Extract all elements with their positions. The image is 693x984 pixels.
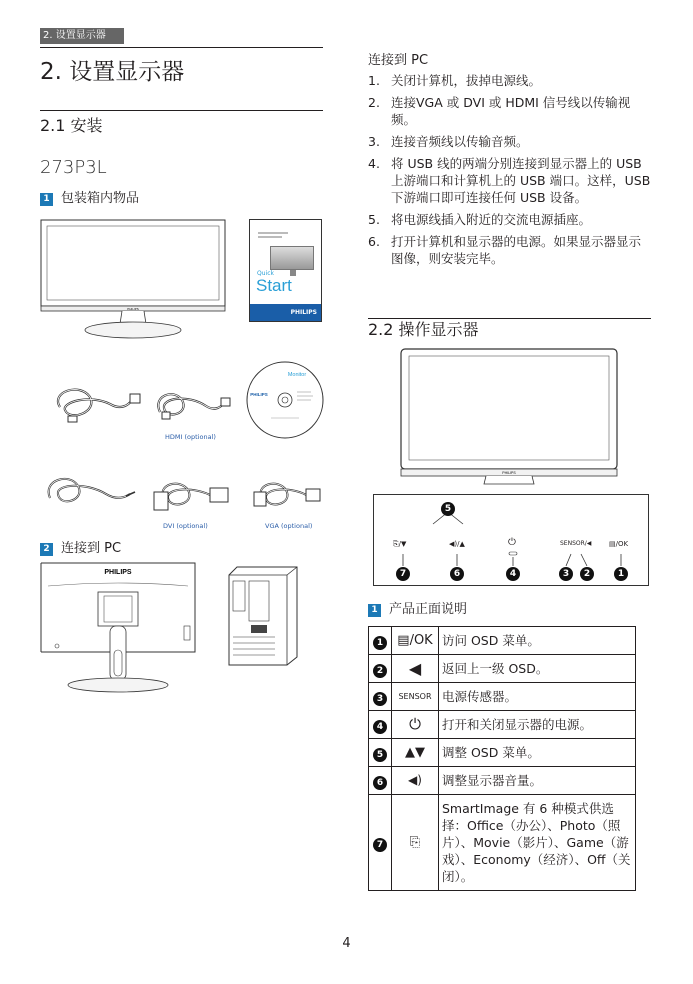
step-text: 关闭计算机，拔掉电源线。 <box>391 73 542 88</box>
step-number: 1. <box>368 73 380 88</box>
row-badge: 2 <box>373 664 387 678</box>
volume-up-label: ◀)/▲ <box>449 540 465 548</box>
volume-icon: ◀) <box>392 767 439 795</box>
smartimage-icon: ⎘ <box>392 795 439 891</box>
step-number: 6. <box>368 234 380 249</box>
front-brand: PHILIPS <box>502 471 516 475</box>
row-badge: 5 <box>373 748 387 762</box>
caption-hdmi: HDMI (optional) <box>165 433 216 441</box>
table-row <box>369 767 636 795</box>
caption-dvi: DVI (optional) <box>163 522 208 530</box>
step-text: 将 USB 线的两端分别连接到显示器上的 USB 上游端口和计算机上的 USB 端口。这样，USB 下游端口即可连接任何 USB 设备。 <box>391 156 651 205</box>
step-number: 5. <box>368 212 380 227</box>
row-number <box>369 767 392 795</box>
table-row <box>369 795 636 891</box>
audio-cable-illustration <box>42 468 137 518</box>
list-item <box>368 211 653 228</box>
list-item <box>368 233 653 267</box>
row-badge: 3 <box>373 692 387 706</box>
quick-label: Quick <box>257 270 274 277</box>
connect-pc-heading <box>40 540 121 558</box>
step-number-badge: 1 <box>368 604 381 617</box>
step-text: 连接VGA 或 DVI 或 HDMI 信号线以传输视频。 <box>391 95 631 127</box>
callout-badge: 1 <box>614 567 628 581</box>
controls-table <box>368 626 636 891</box>
sensor-back-label: SENSOR/◀ <box>560 540 592 547</box>
row-description: 电源传感器。 <box>439 683 636 711</box>
connect-pc-label: 连接到 PC <box>61 541 122 556</box>
row-number <box>369 627 392 655</box>
row-number <box>369 711 392 739</box>
row-description: 返回上一级 OSD。 <box>439 655 636 683</box>
step-text: 将电源线插入附近的交流电源插座。 <box>391 212 592 227</box>
callout-badge: 2 <box>580 567 594 581</box>
power-cord-illustration <box>50 382 145 427</box>
model-name: 273P3L <box>40 157 107 178</box>
cd-brand: PHILIPS <box>250 392 268 397</box>
step-text: 打开计算机和显示器的电源。如果显示器显示图像，则安装完毕。 <box>391 234 642 266</box>
table-row <box>369 711 636 739</box>
callout-badge: 5 <box>441 502 455 516</box>
pc-tower-illustration <box>219 567 299 667</box>
table-row <box>369 683 636 711</box>
hdmi-cable-illustration <box>148 384 233 426</box>
row-description: 访问 OSD 菜单。 <box>439 627 636 655</box>
monitor-front-illustration <box>400 348 620 486</box>
row-badge: 4 <box>373 720 387 734</box>
booklet-brand: PHILIPS <box>290 309 317 316</box>
table-row <box>369 655 636 683</box>
step-number: 2. <box>368 95 380 110</box>
step-text: 连接音频线以传输音频。 <box>391 134 529 149</box>
front-desc-heading <box>368 601 467 619</box>
quick-start-guide <box>249 219 322 322</box>
vga-cable-illustration <box>248 474 333 519</box>
row-number <box>369 795 392 891</box>
rear-brand: PHILIPS <box>104 569 132 576</box>
step-number-badge: 2 <box>40 543 53 556</box>
table-row <box>369 739 636 767</box>
front-desc-label: 产品正面说明 <box>389 602 468 617</box>
sensor-icon: SENSOR <box>392 683 439 711</box>
cd-title: Monitor <box>287 372 307 378</box>
row-number <box>369 683 392 711</box>
list-item <box>368 133 653 150</box>
start-label: Start <box>256 276 292 295</box>
power-label: ⏻ <box>508 537 516 548</box>
section-heading-install: 2.1 安装 <box>40 116 103 135</box>
section-heading-operate: 2.2 操作显示器 <box>368 320 479 339</box>
callout-badge: 3 <box>559 567 573 581</box>
row-description: 打开和关闭显示器的电源。 <box>439 711 636 739</box>
menu-ok-label: ▤/OK <box>609 540 629 548</box>
divider <box>40 110 323 111</box>
list-item <box>368 94 653 128</box>
monitor-illustration <box>40 219 230 344</box>
divider <box>368 318 651 319</box>
caption-vga: VGA (optional) <box>265 522 313 530</box>
callout-badge: 6 <box>450 567 464 581</box>
package-heading-label: 包装箱内物品 <box>61 191 140 206</box>
callout-badge: 4 <box>506 567 520 581</box>
list-item <box>368 72 653 89</box>
row-badge: 6 <box>373 776 387 790</box>
connect-pc-heading-right: 连接到 PC <box>368 53 429 68</box>
page-title: 2. 设置显示器 <box>40 59 185 85</box>
up-down-arrow-icon: ▲▼ <box>392 739 439 767</box>
smartimage-down-label: ⎘/▼ <box>393 540 407 548</box>
page-number: 4 <box>342 936 351 951</box>
divider <box>40 47 323 48</box>
row-description: 调整显示器音量。 <box>439 767 636 795</box>
menu-ok-icon: ▤/OK <box>392 627 439 655</box>
row-description: 调整 OSD 菜单。 <box>439 739 636 767</box>
back-arrow-icon: ◀ <box>392 655 439 683</box>
power-icon: ⏻ <box>392 711 439 739</box>
row-badge: 1 <box>373 636 387 650</box>
step-number: 4. <box>368 156 380 171</box>
list-item <box>368 155 653 206</box>
connection-steps <box>368 72 653 272</box>
row-number <box>369 655 392 683</box>
monitor-brand: PHILIPS <box>127 307 139 311</box>
table-row <box>369 627 636 655</box>
row-number <box>369 739 392 767</box>
row-badge: 7 <box>373 838 387 852</box>
monitor-rear-illustration <box>40 562 200 697</box>
step-number-badge: 1 <box>40 193 53 206</box>
chapter-tag: 2. 设置显示器 <box>40 28 124 44</box>
dvi-cable-illustration <box>150 474 240 519</box>
step-number: 3. <box>368 134 380 149</box>
cd-illustration <box>245 360 325 440</box>
callout-badge: 7 <box>396 567 410 581</box>
row-description: SmartImage 有 6 种模式供选择：Office（办公）、Photo（照片）、Movie（影片）、Game（游戏）、Economy（经济）、Off（关闭）。 <box>439 795 636 891</box>
package-heading <box>40 190 139 208</box>
